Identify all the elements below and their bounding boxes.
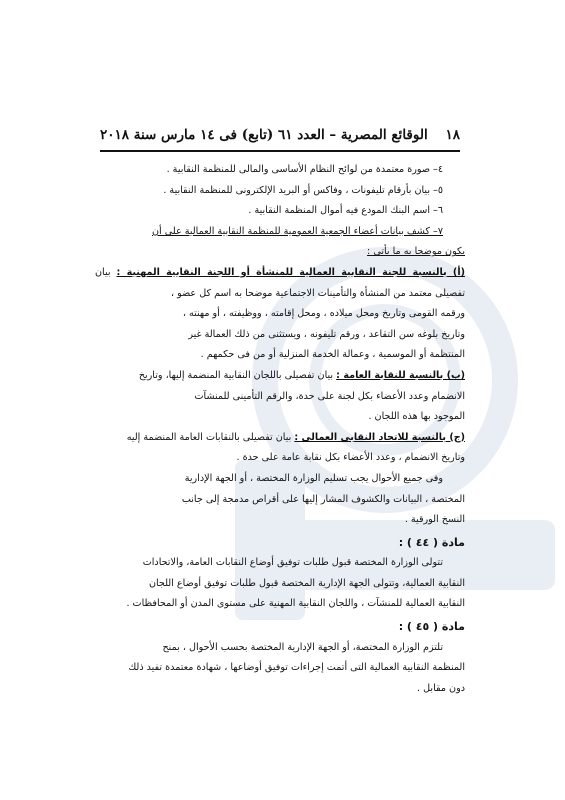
document-body [95, 160, 465, 699]
section-a-line-4: المنتظمة أو الموسمية ، وعمالة الخدمة المنزلية أو من فى حكمهم . [200, 349, 465, 361]
section-c-line-2: وتاريخ الانضمام ، وعدد الأعضاء بكل نقابة عامة على حدة . [236, 452, 465, 464]
section-c-line-1: بيان تفصيلى بالنقابات العامة المنضمة إليه [126, 431, 292, 443]
list-item-6: ٦– اسم البنك المودع فيه أموال المنظمة النقابية . [248, 205, 443, 217]
section-b-line-1: بيان تفصيلى باللجان النقابية المنضمة إليها، وتاريخ [138, 369, 334, 381]
page-number: ١٨ [445, 127, 460, 143]
article-45-title: مادة ( ٤٥ ) : [398, 620, 465, 634]
section-c-line-5: النسخ الورقية . [404, 514, 465, 526]
section-c-heading: (ج) بالنسبة للاتحاد النقابى العمالى : [294, 431, 465, 443]
page-header [100, 127, 460, 149]
list-item-7-continuation: يكون موضحا به ما يأتى : [367, 246, 465, 258]
section-a-line-1: بيان تفصيلى معتمد من المنشأة والتأمينات الاجتماعية موضحا به اسم كل عضو ، [95, 266, 465, 299]
section-b-heading: (ب) بالنسبة للنقابة العامة : [336, 369, 465, 381]
article-44-line-2: النقابية العمالية، وتتولى الجهة الإدارية المختصة قبول طلبات توفيق أوضاع اللجان [148, 577, 465, 589]
section-b-first-line [95, 366, 465, 387]
section-b-line-3: الموجود بها هذه اللجان . [368, 411, 465, 423]
section-c-line-3: وفى جميع الأحوال يجب تسليم الوزارة المختصة ، أو الجهة الإدارية [184, 472, 443, 484]
article-45-line-2: المنظمة النقابية العمالية التى أتمت إجراءات توفيق أوضاعها ، شهادة معتمدة تفيد ذلك [128, 662, 465, 674]
section-c-line-4: المختصة ، البيانات والكشوف المشار إليها على أقراص مدمجة إلى جانب [181, 493, 465, 505]
section-a-line-2: ورقمه القومى وتاريخ ومحل ميلاده ، ومحل إقامته ، ووظيفته ، أو مهنته ، [182, 308, 465, 320]
list-item-4: ٤– صورة معتمدة من لوائح النظام الأساسى والمالى للمنظمة النقابية . [166, 164, 443, 175]
article-45-line-1: تلتزم الوزارة المختصة، أو الجهة الإدارية المختصة بحسب الأحوال ، بمنح [162, 641, 443, 653]
list-item-5: ٥– بيان بأرقام تليفونات ، وفاكس أو البريد الإلكترونى للمنظمة النقابية . [163, 184, 443, 196]
article-44-title: مادة ( ٤٤ ) : [398, 535, 465, 549]
list-item-7: ٧– كشف بيانات أعضاء الجمعية العمومية للمنظمة النقابية العمالية على أن [152, 225, 443, 237]
article-45-line-3: دون مقابل . [417, 682, 465, 694]
article-44-line-3: النقابية العمالية للمنشآت ، واللجان النقابية المهنية على مستوى المدن أو المحافظات . [126, 598, 465, 610]
article-44-line-1: تتولى الوزارة المختصة قبول طلبات توفيق أوضاع النقابات العامة، والاتحادات [142, 557, 443, 569]
gazette-title: الوقائع المصرية – العدد ٦١ (تابع) فى ١٤ مارس سنة ٢٠١٨ [100, 127, 428, 143]
section-a-first-line [95, 263, 465, 304]
section-a-line-3: وتاريخ بلوغه سن التقاعد ، ورقم تليفونه ، ويستثنى من ذلك العمالة غير [188, 328, 465, 340]
section-b-line-2: الانضمام وعدد الأعضاء بكل لجنة على حدة، والرقم التأمينى للمنشآت [194, 390, 465, 402]
section-a-heading: (أ) بالنسبة للجنة النقابية العمالية للمنشأة أو اللجنة النقابية المهنية : [116, 266, 465, 278]
header-divider [100, 150, 460, 152]
section-c-first-line [95, 428, 465, 449]
